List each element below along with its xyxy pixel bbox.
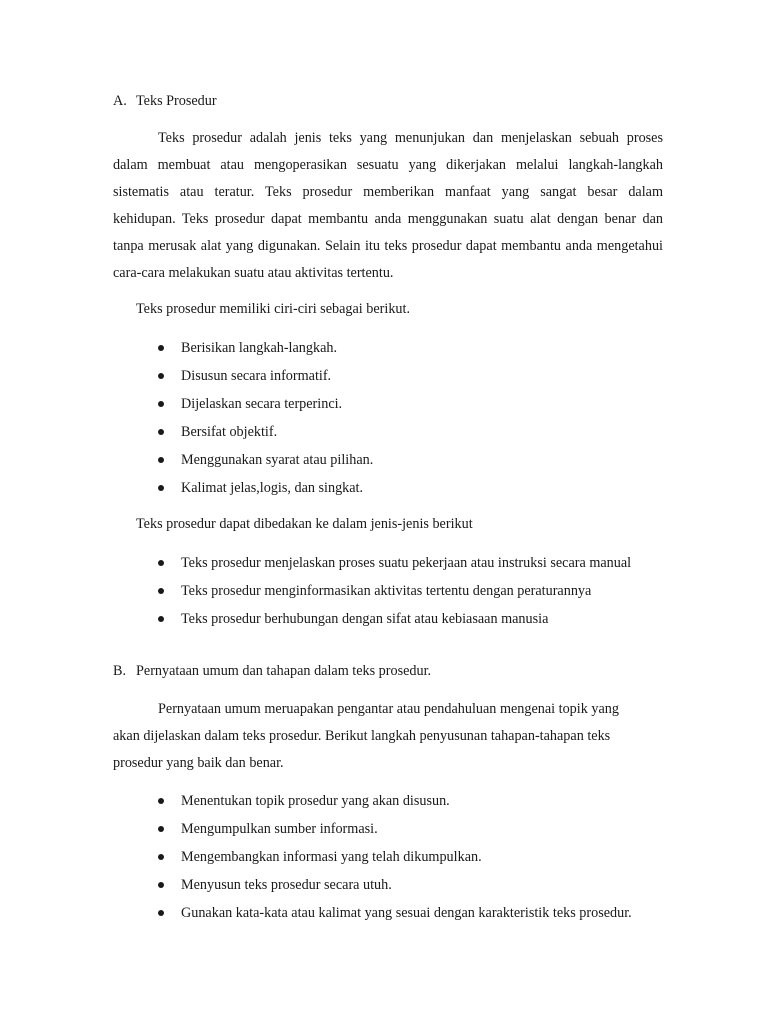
ciri-item: Dijelaskan secara terperinci. <box>181 396 343 412</box>
bullet-icon <box>158 554 166 572</box>
section-b-paragraph-line: Pernyataan umum meruapakan pengantar atau pendahuluan mengenai topik yang <box>158 701 619 717</box>
step-item: Menentukan topik prosedur yang akan disusun. <box>181 793 450 809</box>
step-item: Mengembangkan informasi yang telah dikumpulkan. <box>181 849 482 865</box>
jenis-item: Teks prosedur menginformasikan aktivitas tertentu dengan peraturannya <box>181 583 592 599</box>
bullet-icon <box>158 848 166 866</box>
bullet-icon <box>158 367 166 385</box>
jenis-intro: Teks prosedur dapat dibedakan ke dalam jenis-jenis berikut <box>136 516 473 532</box>
section-a-title: Teks Prosedur <box>136 93 217 109</box>
section-a-paragraph-line: Teks prosedur adalah jenis teks yang menunjukan dan menjelaskan sebuah proses <box>158 130 663 146</box>
step-item: Gunakan kata-kata atau kalimat yang sesuai dengan karakteristik teks prosedur. <box>181 905 632 921</box>
jenis-item: Teks prosedur menjelaskan proses suatu pekerjaan atau instruksi secara manual <box>181 555 632 571</box>
section-a-paragraph-line: tanpa merusak alat yang digunakan. Selain itu teks prosedur dapat membantu anda mengetahui <box>113 238 663 254</box>
section-b-paragraph-line: akan dijelaskan dalam teks prosedur. Berikut langkah penyusunan tahapan-tahapan teks <box>113 728 611 744</box>
bullet-icon <box>158 479 166 497</box>
ciri-item: Bersifat objektif. <box>181 424 278 440</box>
bullet-icon <box>158 820 166 838</box>
section-b-letter: B. <box>113 663 127 679</box>
bullet-icon <box>158 451 166 469</box>
step-item: Menyusun teks prosedur secara utuh. <box>181 877 392 893</box>
section-a-paragraph-line: kehidupan. Teks prosedur dapat membantu anda menggunakan suatu alat dengan benar dan <box>113 211 663 227</box>
bullet-icon <box>158 423 166 441</box>
section-a-paragraph-line: dalam membuat atau mengoperasikan sesuatu yang dikerjakan melalui langkah-langkah <box>113 157 663 173</box>
section-a-paragraph-line: sistematis atau teratur. Teks prosedur memberikan manfaat yang sangat besar dalam <box>113 184 663 200</box>
section-a-letter: A. <box>113 93 127 109</box>
section-a-paragraph-line: cara-cara melakukan suatu atau aktivitas tertentu. <box>113 265 394 281</box>
jenis-item: Teks prosedur berhubungan dengan sifat atau kebiasaan manusia <box>181 611 549 627</box>
bullet-icon <box>158 582 166 600</box>
bullet-icon <box>158 792 166 810</box>
section-b-title: Pernyataan umum dan tahapan dalam teks prosedur. <box>136 663 432 679</box>
bullet-icon <box>158 339 166 357</box>
section-b-paragraph-line: prosedur yang baik dan benar. <box>113 755 284 771</box>
ciri-item: Disusun secara informatif. <box>181 368 332 384</box>
bullet-icon <box>158 904 166 922</box>
ciri-item: Kalimat jelas,logis, dan singkat. <box>181 480 364 496</box>
step-item: Mengumpulkan sumber informasi. <box>181 821 378 837</box>
ciri-intro: Teks prosedur memiliki ciri-ciri sebagai berikut. <box>136 301 411 317</box>
ciri-item: Menggunakan syarat atau pilihan. <box>181 452 374 468</box>
ciri-item: Berisikan langkah-langkah. <box>181 340 338 356</box>
bullet-icon <box>158 395 166 413</box>
bullet-icon <box>158 876 166 894</box>
bullet-icon <box>158 610 166 628</box>
